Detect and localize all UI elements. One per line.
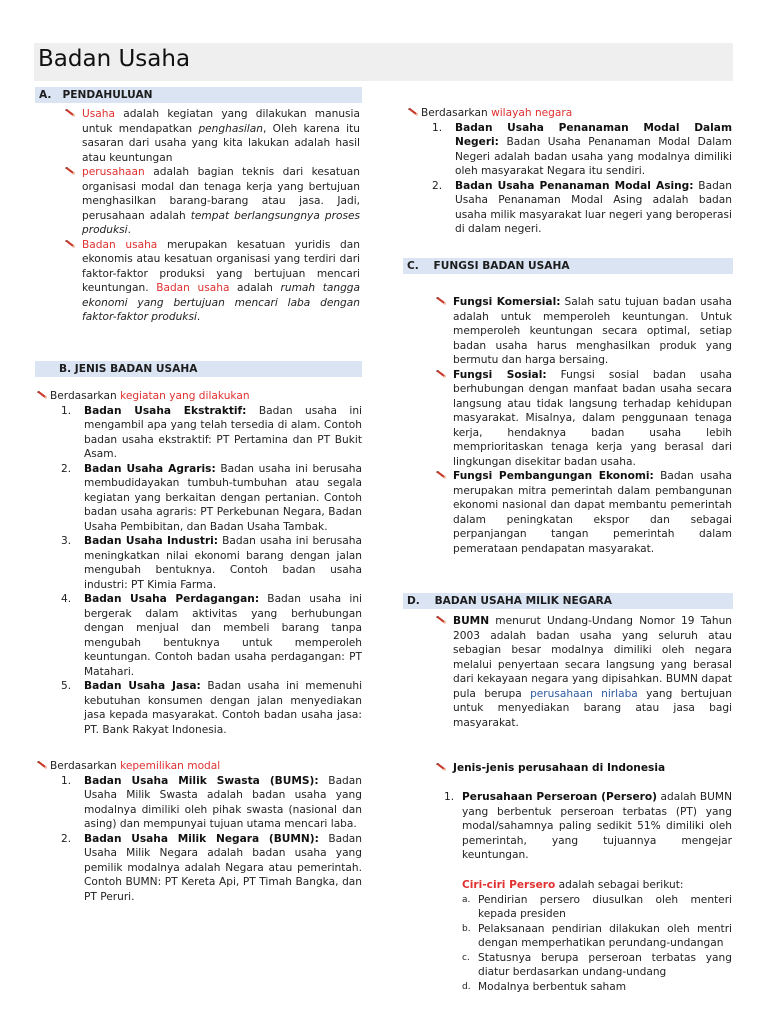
item-text: Badan usaha ini mengambil apa yang telah tersedia di alam. Contoh badan usaha ekstraktif: PT Pertamina dan PT Bukit Asam. (84, 404, 362, 460)
item-number: 2. (432, 179, 443, 192)
jenis-perusahaan (425, 761, 732, 776)
item-text: Fungsi sosial badan usaha berhubungan dengan manfaat badan usaha secara langsung atau tidak langsung terhadap kehidupan masyarakat. Misalnya, dalam penggunaan tenaga kerja, hendaknya badan usaha lebih memprioritaskan tenaga kerja yang berasal dari lingkungan disekitar badan usaha. (453, 368, 732, 468)
item-text: Badan Usaha Milik Negara adalah badan usaha yang pemilik modalnya adalah Negara atau pemerintah. Contoh BUMN: PT Kereta Api, PT Timah Bangka, dan PT Peruri. (84, 832, 363, 903)
item-number: 1. (432, 121, 443, 134)
ciri-intro (462, 878, 732, 893)
list-item (425, 614, 732, 730)
document-title: Badan Usaha (38, 46, 191, 72)
intro-highlight: kegiatan yang dilakukan (120, 390, 250, 402)
item-text: adalah BUMN yang berbentuk perseroan terbatas (PT) yang modal/sahamnya paling sedikit 51% dimiliki oleh pemerintah, yang tujuannya mengejar keuntungan. (462, 791, 732, 861)
item-term: Badan Usaha Penanaman Modal Asing: (455, 179, 694, 192)
pencil-icon (435, 370, 447, 379)
list-item (36, 832, 362, 905)
list-item (462, 922, 732, 951)
persero-block (444, 790, 732, 863)
list-item (425, 295, 732, 368)
section-b-group1 (36, 389, 362, 737)
item-italic: rumah tangga ekonomi yang bertujuan mencari laba dengan faktor-faktor produksi (82, 282, 361, 323)
pencil-icon (407, 108, 419, 117)
section-d-heading: D. BADAN USAHA MILIK NEGARA (403, 593, 733, 609)
item-text: . (127, 224, 131, 236)
item-number: 4. (61, 593, 72, 605)
intro-text: Berdasarkan (50, 760, 121, 772)
section-d-bumn (425, 614, 732, 730)
item-text: Badan Usaha Penanaman Modal Dalam Negeri adalah badan usaha yang modalnya dimiliki oleh masyarakat Negara itu sendiri. (455, 136, 732, 177)
term-badan-usaha: Badan usaha (82, 238, 158, 251)
pencil-icon (36, 761, 48, 770)
list-item (54, 165, 360, 238)
item-term: Badan Usaha Penanaman Modal Dalam Negeri: (455, 121, 732, 148)
item-text: Badan Usaha Penanaman Modal Asing adalah badan usaha milik masyarakat luar negeri yang beroperasi di dalam negeri. (455, 179, 732, 235)
item-text: . (196, 311, 201, 323)
list-item (407, 121, 732, 179)
jenis-heading-item (425, 761, 732, 776)
item-italic: penghasilan (198, 122, 263, 135)
list-item (462, 951, 732, 980)
item-term: Badan Usaha Milik Negara (BUMN): (84, 832, 319, 845)
list-item (444, 790, 732, 863)
perusahaan-nirlaba-link[interactable]: perusahaan nirlaba (530, 687, 638, 700)
list-item (462, 980, 732, 995)
title-bar (34, 43, 733, 81)
list-item (36, 534, 362, 592)
item-text: Badan usaha ini bergerak dalam aktivitas yang berhubungan dengan menjual dan membeli barang tanpa mengubah bentuknya untuk memperoleh keuntungan. Contoh badan usaha perdagangan: PT Matahari. (84, 593, 363, 678)
pencil-icon (64, 109, 76, 118)
item-number: 3. (61, 535, 72, 547)
ciri-text: adalah sebagai berikut: (555, 879, 684, 891)
pencil-icon (435, 297, 447, 306)
group-intro (36, 389, 362, 404)
item-text: adalah bagian teknis dari kesatuan organisasi modal dan tenaga kerja yang bertujuan menghasilkan barang-barang atau jasa. Jadi, perusahaan adalah (82, 166, 360, 222)
item-text: Badan usaha ini memenuhi kebutuhan konsumen dengan jalan menyediakan jasa kepada masyarakat. Contoh badan usaha jasa: PT. Bank Rakyat Indonesia. (84, 680, 363, 736)
section-c-list (425, 295, 732, 556)
jenis-heading: Jenis-jenis perusahaan di Indonesia (453, 762, 666, 774)
list-item (462, 893, 732, 922)
list-item (54, 107, 360, 165)
item-text: Pelaksanaan pendirian dilakukan oleh mentri dengan memperhatikan perundang-undangan (478, 922, 732, 949)
intro-text: Berdasarkan (421, 107, 492, 119)
item-text: menurut Undang-Undang Nomor 19 Tahun 2003 adalah badan usaha yang seluruh atau sebagian besar modalnya dimiliki oleh negara melalui penyertaan secara langsung yang berasal dari kekayaan negara yang dipisahkan. BUMN dapat pula berupa (453, 615, 732, 700)
pencil-icon (64, 240, 76, 249)
item-italic: tempat berlangsungnya proses produksi (82, 209, 360, 236)
item-term: Fungsi Komersial: (453, 296, 561, 308)
item-term: BUMN (453, 615, 490, 627)
item-number: 1. (61, 404, 72, 417)
item-text: Badan usaha merupakan mitra pemerintah dalam pembangunan ekonomi nasional dan dapat membantu pemerintah dalam peningkatan ekspor dan sebagai perpanjangan tangan pemerintah dalam pemerataan pendapatan masyarakat. (453, 470, 732, 555)
item-term: Badan Usaha Agraris: (84, 462, 216, 475)
list-item (425, 368, 732, 470)
section-b-group2 (36, 759, 362, 904)
item-text: Badan Usaha Milik Swasta adalah badan usaha yang modalnya dimiliki oleh pihak swasta (nasional dan asing) dan mempunyai tujuan utama mencari laba. (84, 774, 362, 830)
item-term: Perusahaan Perseroan (Persero) (462, 791, 657, 803)
item-number: 5. (61, 680, 72, 692)
item-number: 1. (61, 774, 72, 787)
item-text: Salah satu tujuan badan usaha adalah untuk memperoleh keuntungan. Untuk memperoleh keuntungan secara optimal, setiap badan usaha harus menghasilkan produk yang bermutu dan harga bersaing. (453, 296, 732, 366)
term-usaha: Usaha (82, 108, 115, 120)
ciri-label: Ciri-ciri Persero (462, 879, 556, 891)
item-number: 1. (444, 791, 455, 803)
list-item (36, 404, 362, 462)
list-item (36, 774, 362, 832)
section-b-group3 (407, 106, 732, 237)
section-c-heading: C. FUNGSI BADAN USAHA (403, 258, 733, 274)
item-text: Badan usaha ini berusaha membudidayakan tumbuh-tumbuhan atau segala kegiatan yang berkaitan dengan pertanian. Contoh badan usaha agraris: PT Perkebunan Negara, Badan Usaha Pembibitan, dan Badan Usaha Tambak. (84, 462, 362, 533)
item-letter: c. (462, 952, 470, 963)
ciri-persero (462, 878, 732, 994)
list-item (36, 592, 362, 679)
item-text: adalah kegiatan yang dilakukan manusia untuk mendapatkan (82, 108, 360, 135)
item-text: adalah (229, 282, 281, 294)
item-term: Badan Usaha Industri: (84, 535, 219, 547)
pencil-icon (435, 471, 447, 480)
item-text: , Oleh karena itu sasaran dari usaha yang kita lakukan adalah hasil atau keuntungan (82, 122, 360, 164)
item-text: merupakan kesatuan yuridis dan ekonomis atau kesatuan organisasi yang terdiri dari faktor-faktor produksi yang bertujuan mencari keuntungan. (82, 238, 360, 294)
intro-highlight: kepemilikan modal (120, 760, 221, 772)
item-term: Badan Usaha Ekstraktif: (84, 404, 247, 417)
item-text: Pendirian persero diusulkan oleh menteri kepada presiden (478, 893, 732, 920)
list-item (36, 462, 362, 535)
item-number: 2. (61, 832, 72, 845)
term-badan-usaha: Badan usaha (156, 282, 230, 294)
item-term: Fungsi Pembangungan Ekonomi: (453, 470, 654, 482)
item-term: Fungsi Sosial: (453, 368, 547, 381)
pencil-icon (64, 167, 76, 176)
item-text: Statusnya berupa perseroan terbatas yang diatur berdasarkan undang-undang (478, 951, 732, 978)
intro-text: Berdasarkan (50, 390, 121, 402)
group-intro (407, 106, 732, 121)
item-text: yang bertujuan untuk menyediakan barang atau jasa bagi masyarakat. (453, 687, 732, 729)
intro-highlight: wilayah negara (491, 107, 573, 119)
list-item (407, 179, 732, 237)
section-a-heading: A. PENDAHULUAN (35, 87, 362, 103)
item-letter: d. (462, 981, 471, 992)
list-item (425, 469, 732, 556)
item-text: Modalnya berbentuk saham (478, 980, 627, 993)
list-item (54, 238, 360, 325)
term-perusahaan: perusahaan (82, 166, 145, 178)
item-letter: b. (462, 923, 471, 934)
item-term: Badan Usaha Milik Swasta (BUMS): (84, 774, 319, 787)
item-number: 2. (61, 462, 72, 475)
section-b-heading: B. JENIS BADAN USAHA (35, 361, 362, 377)
item-text: Badan usaha ini berusaha meningkatkan nilai ekonomi barang dengan jalan mengubah bentuknya. Contoh badan usaha industri: PT Kimia Farma. (84, 535, 362, 591)
item-letter: a. (462, 894, 471, 905)
group-intro (36, 759, 362, 774)
pencil-icon (435, 763, 447, 772)
pencil-icon (36, 391, 48, 400)
section-a-list (54, 107, 360, 325)
pencil-icon (435, 616, 447, 625)
item-term: Badan Usaha Jasa: (84, 680, 201, 692)
list-item (36, 679, 362, 737)
item-term: Badan Usaha Perdagangan: (84, 593, 260, 605)
